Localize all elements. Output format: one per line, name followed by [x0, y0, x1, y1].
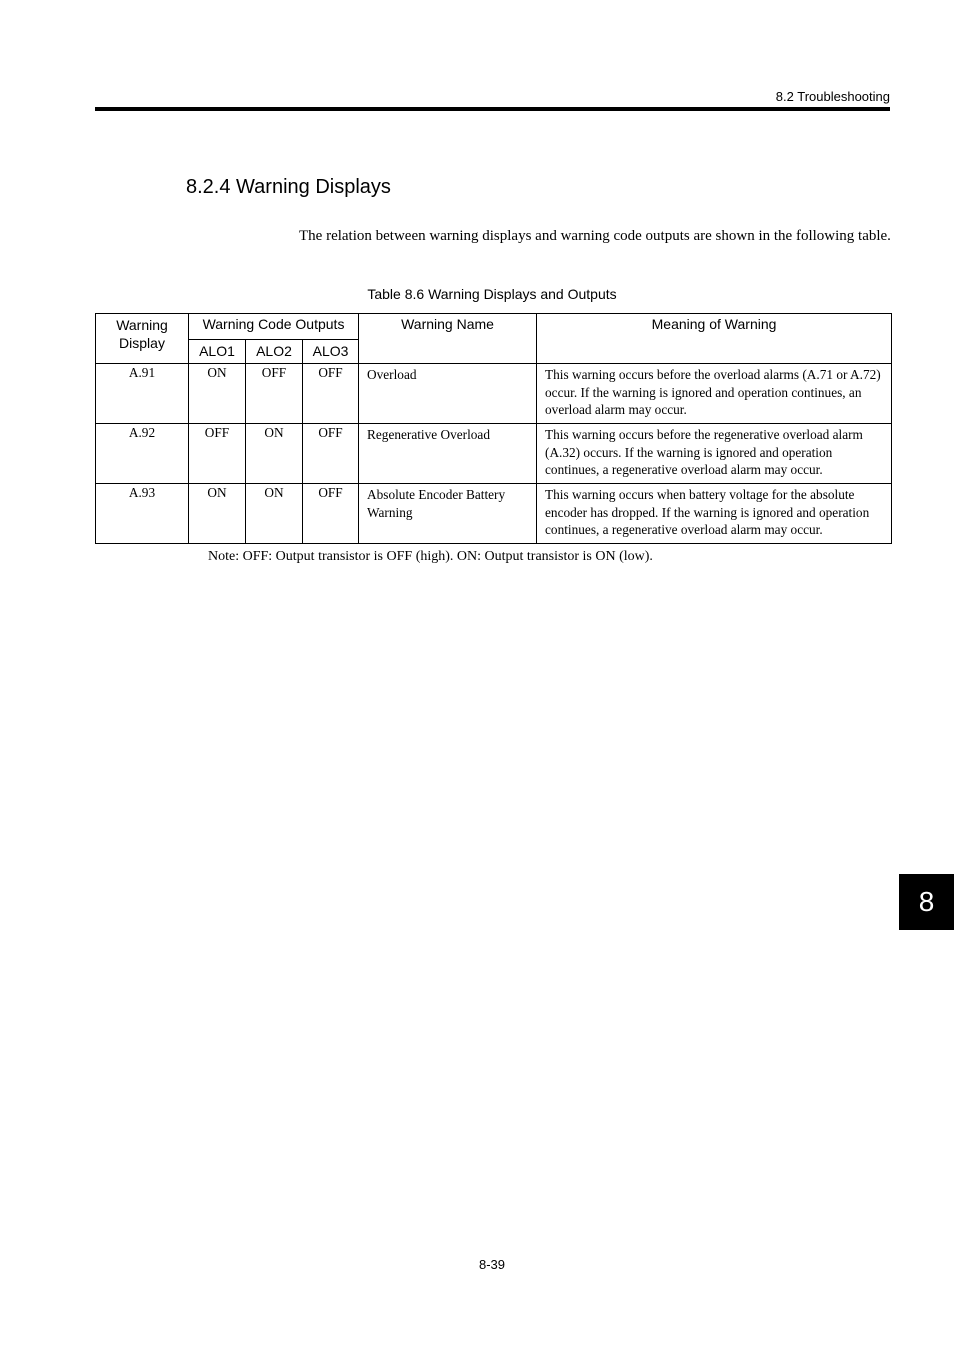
cell-alo1: ON: [189, 364, 246, 424]
table-caption: Table 8.6 Warning Displays and Outputs: [367, 286, 617, 302]
cell-alo2: ON: [246, 484, 303, 544]
cell-meaning: This warning occurs before the regenerative overload alarm (A.32) occurs. If the warning is ignored and operation continues, a regenerative overload alarm may occur.: [537, 424, 892, 484]
cell-alo3: OFF: [303, 424, 359, 484]
header-warning-display: Warning Display: [96, 314, 189, 364]
cell-warning-name: Regenerative Overload: [359, 424, 537, 484]
cell-alo1: ON: [189, 484, 246, 544]
cell-alo3: OFF: [303, 364, 359, 424]
header-alo3: ALO3: [303, 340, 359, 364]
cell-alo3: OFF: [303, 484, 359, 544]
cell-alo2: ON: [246, 424, 303, 484]
header-warning-name: Warning Name: [359, 314, 537, 364]
cell-display: A.92: [96, 424, 189, 484]
table-row: [96, 364, 892, 424]
cell-display: A.91: [96, 364, 189, 424]
header-code-outputs: Warning Code Outputs: [189, 314, 359, 340]
page-number: 8-39: [478, 1257, 506, 1272]
cell-alo2: OFF: [246, 364, 303, 424]
section-title: 8.2.4 Warning Displays: [186, 176, 391, 198]
intro-paragraph: The relation between warning displays and warning code outputs are shown in the following table.: [299, 228, 891, 244]
header-alo2: ALO2: [246, 340, 303, 364]
cell-meaning: This warning occurs before the overload alarms (A.71 or A.72) occur. If the warning is ignored and operation continues, an overload alarm may occur.: [537, 364, 892, 424]
warning-table: [95, 313, 892, 544]
cell-display: A.93: [96, 484, 189, 544]
table-row: [96, 484, 892, 544]
chapter-tab: 8: [899, 874, 954, 930]
cell-meaning: This warning occurs when battery voltage for the absolute encoder has dropped. If the warning is ignored and operation continues, a regenerative overload alarm may occur.: [537, 484, 892, 544]
cell-alo1: OFF: [189, 424, 246, 484]
header-meaning: Meaning of Warning: [537, 314, 892, 364]
cell-warning-name: Absolute Encoder Battery Warning: [359, 484, 537, 544]
cell-warning-name: Overload: [359, 364, 537, 424]
table-note: Note: OFF: Output transistor is OFF (high). ON: Output transistor is ON (low).: [208, 549, 653, 564]
table-row: [96, 424, 892, 484]
running-head: 8.2 Troubleshooting: [775, 89, 890, 104]
header-alo1: ALO1: [189, 340, 246, 364]
header-rule: [95, 107, 890, 111]
